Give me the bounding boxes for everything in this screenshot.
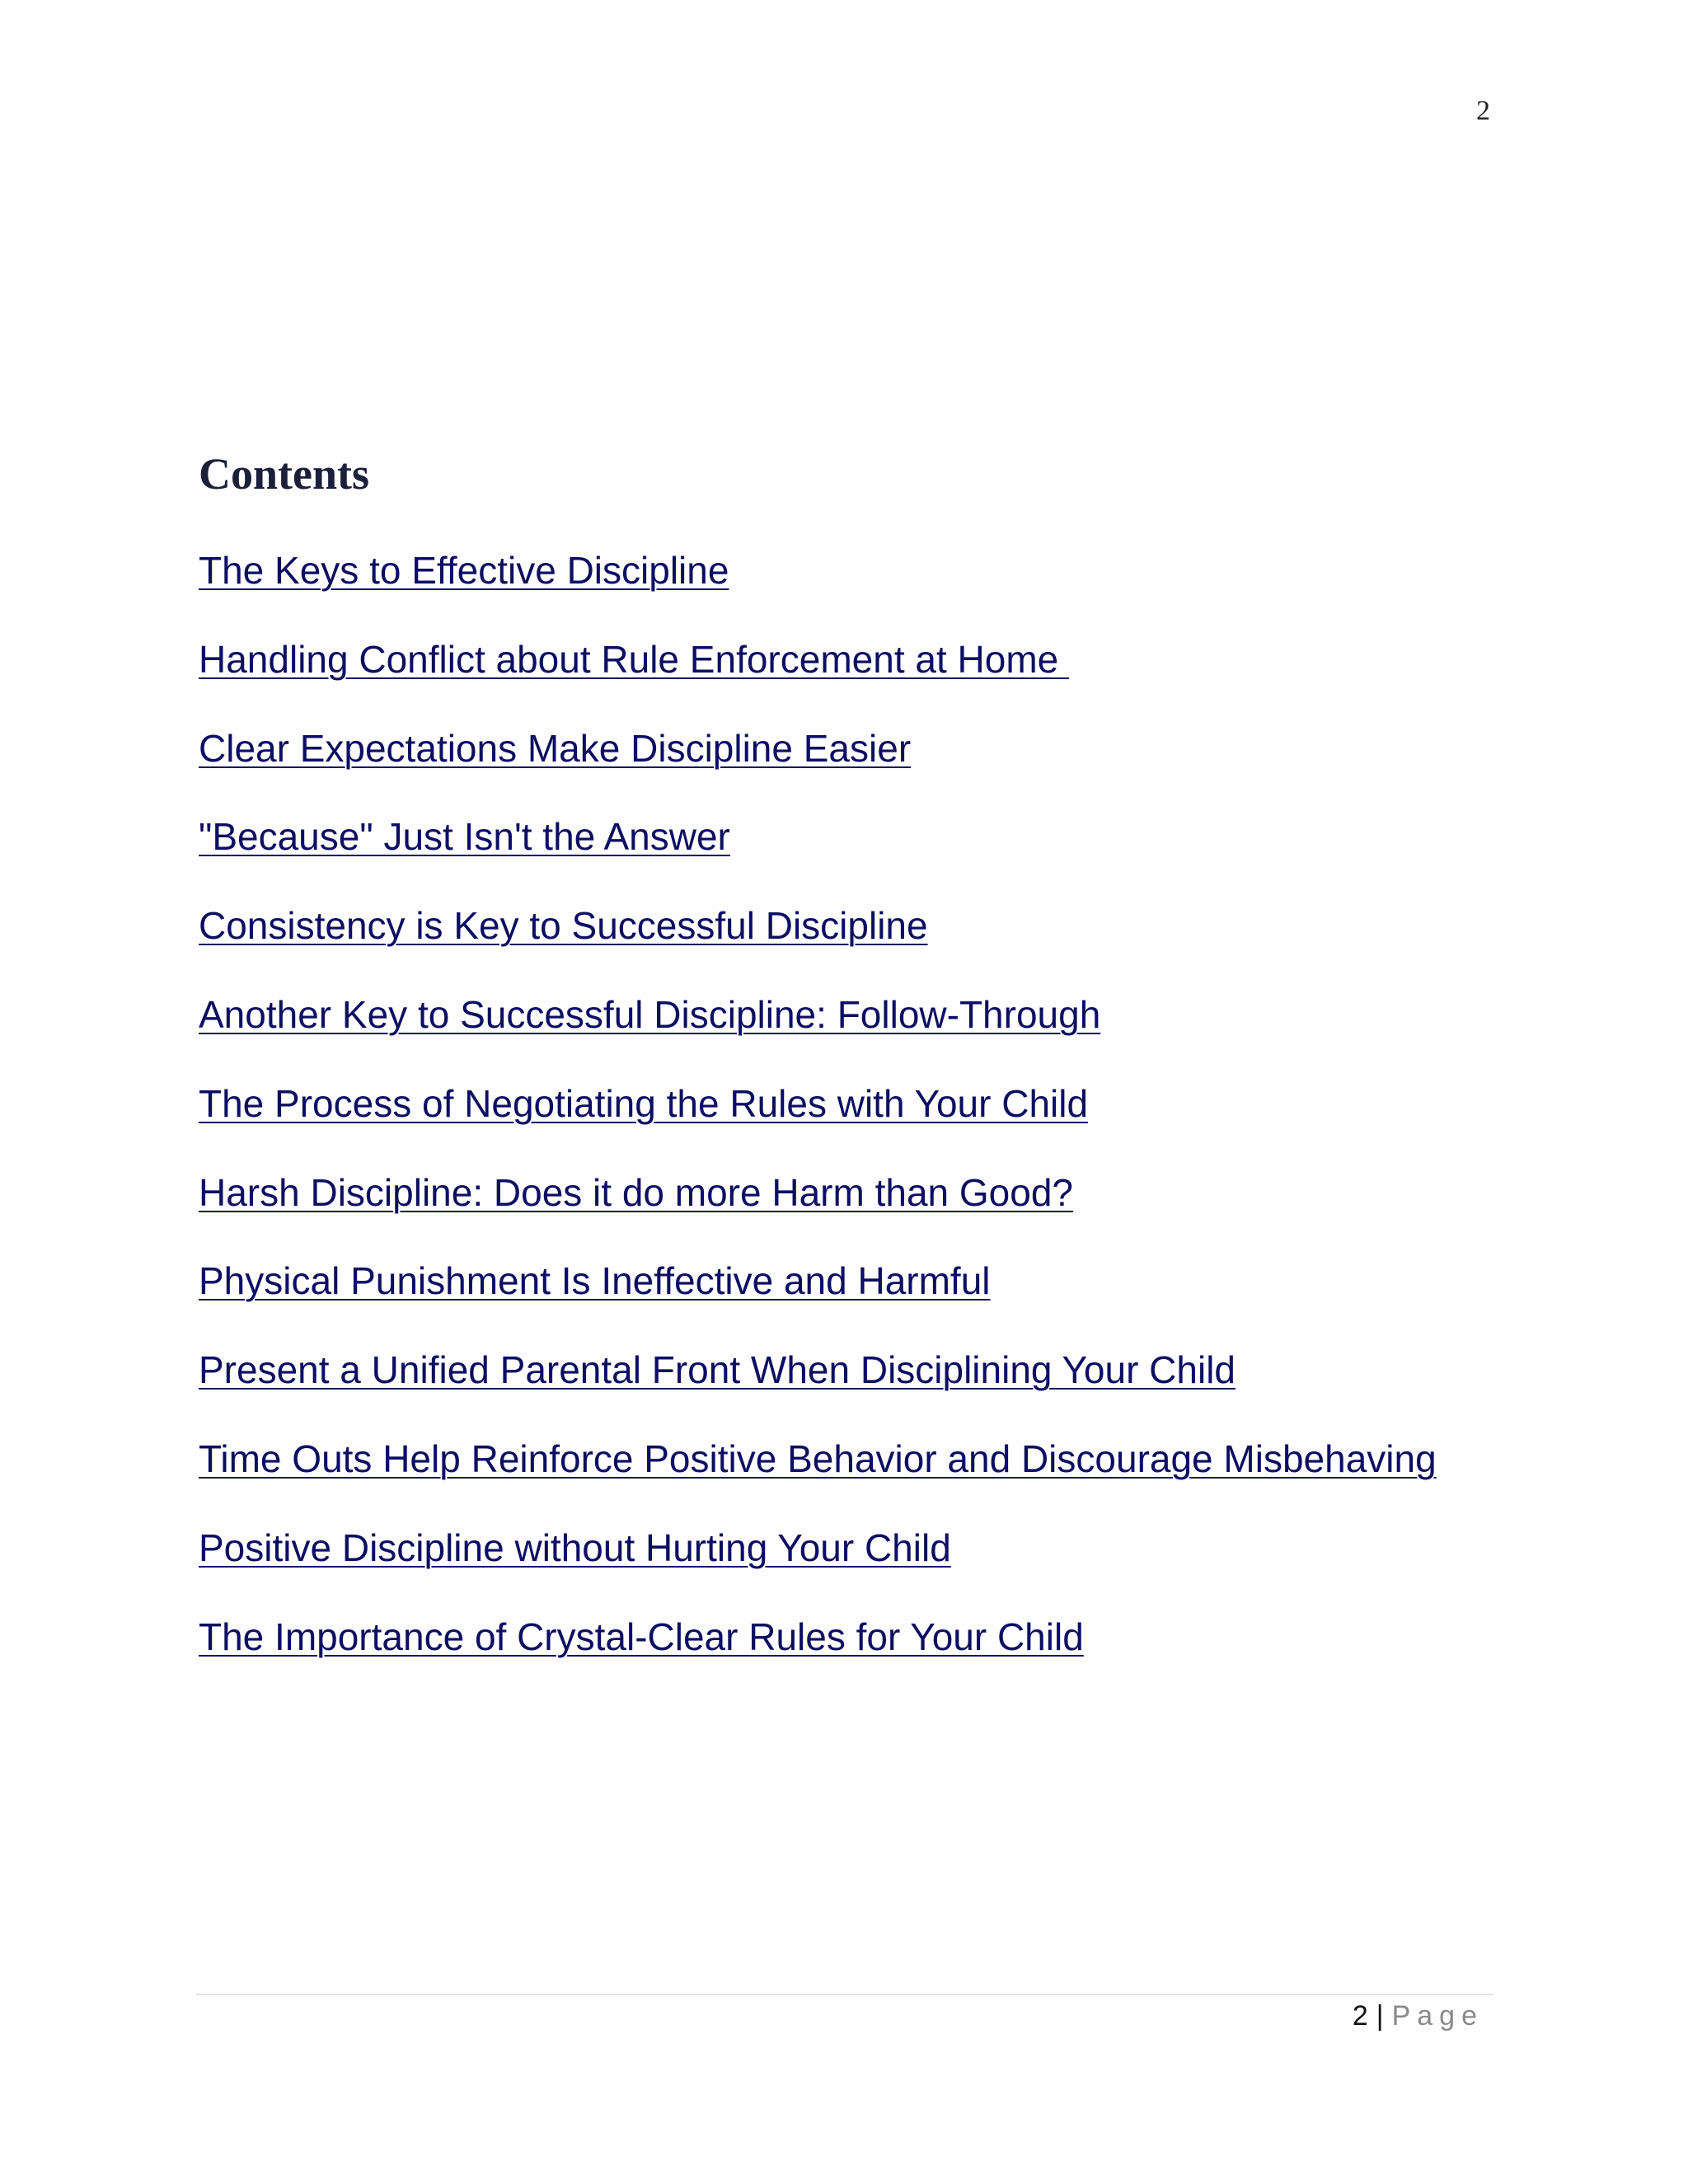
toc-entry [199,1258,1437,1347]
header-page-number: 2 [1476,96,1490,126]
contents-heading: Contents [199,449,370,499]
toc-link-negotiating-rules[interactable]: The Process of Negotiating the Rules with Your Child [199,1081,1089,1125]
toc-entry [199,991,1437,1080]
toc-link-harsh-discipline[interactable]: Harsh Discipline: Does it do more Harm than Good? [199,1170,1074,1214]
table-of-contents [199,547,1437,1702]
toc-entry [199,636,1437,725]
toc-link-because-isnt-answer[interactable]: "Because" Just Isn't the Answer [199,815,730,859]
footer-page-indicator [1353,2000,1484,2032]
toc-entry [199,1347,1437,1436]
footer-page-number: 2 [1352,2000,1368,2032]
toc-entry [199,1614,1437,1703]
toc-link-time-outs[interactable]: Time Outs Help Reinforce Positive Behavior and Discourage Misbehaving [199,1436,1437,1480]
toc-entry [199,902,1437,991]
footer-page-word: Page [1391,2000,1484,2032]
toc-link-handling-conflict[interactable]: Handling Conflict about Rule Enforcement at Home [199,637,1070,681]
toc-link-crystal-clear-rules[interactable]: The Importance of Crystal-Clear Rules for Your Child [199,1615,1084,1658]
toc-entry [199,813,1437,902]
toc-link-physical-punishment[interactable]: Physical Punishment Is Ineffective and Harmful [199,1259,991,1303]
toc-link-consistency[interactable]: Consistency is Key to Successful Discipline [199,904,928,948]
toc-link-clear-expectations[interactable]: Clear Expectations Make Discipline Easier [199,726,912,770]
toc-link-unified-parental-front[interactable]: Present a Unified Parental Front When Disciplining Your Child [199,1348,1236,1392]
toc-entry [199,1436,1437,1525]
toc-entry [199,1080,1437,1169]
toc-link-keys-to-effective-discipline[interactable]: The Keys to Effective Discipline [199,549,729,592]
toc-entry [199,547,1437,636]
toc-entry [199,1525,1437,1614]
footer-divider [196,1994,1493,1995]
toc-link-follow-through[interactable]: Another Key to Successful Discipline: Follow-Through [199,992,1101,1036]
toc-link-positive-discipline[interactable]: Positive Discipline without Hurting Your Child [199,1526,951,1569]
footer-separator: | [1376,2000,1384,2032]
toc-entry [199,725,1437,814]
toc-entry [199,1169,1437,1258]
